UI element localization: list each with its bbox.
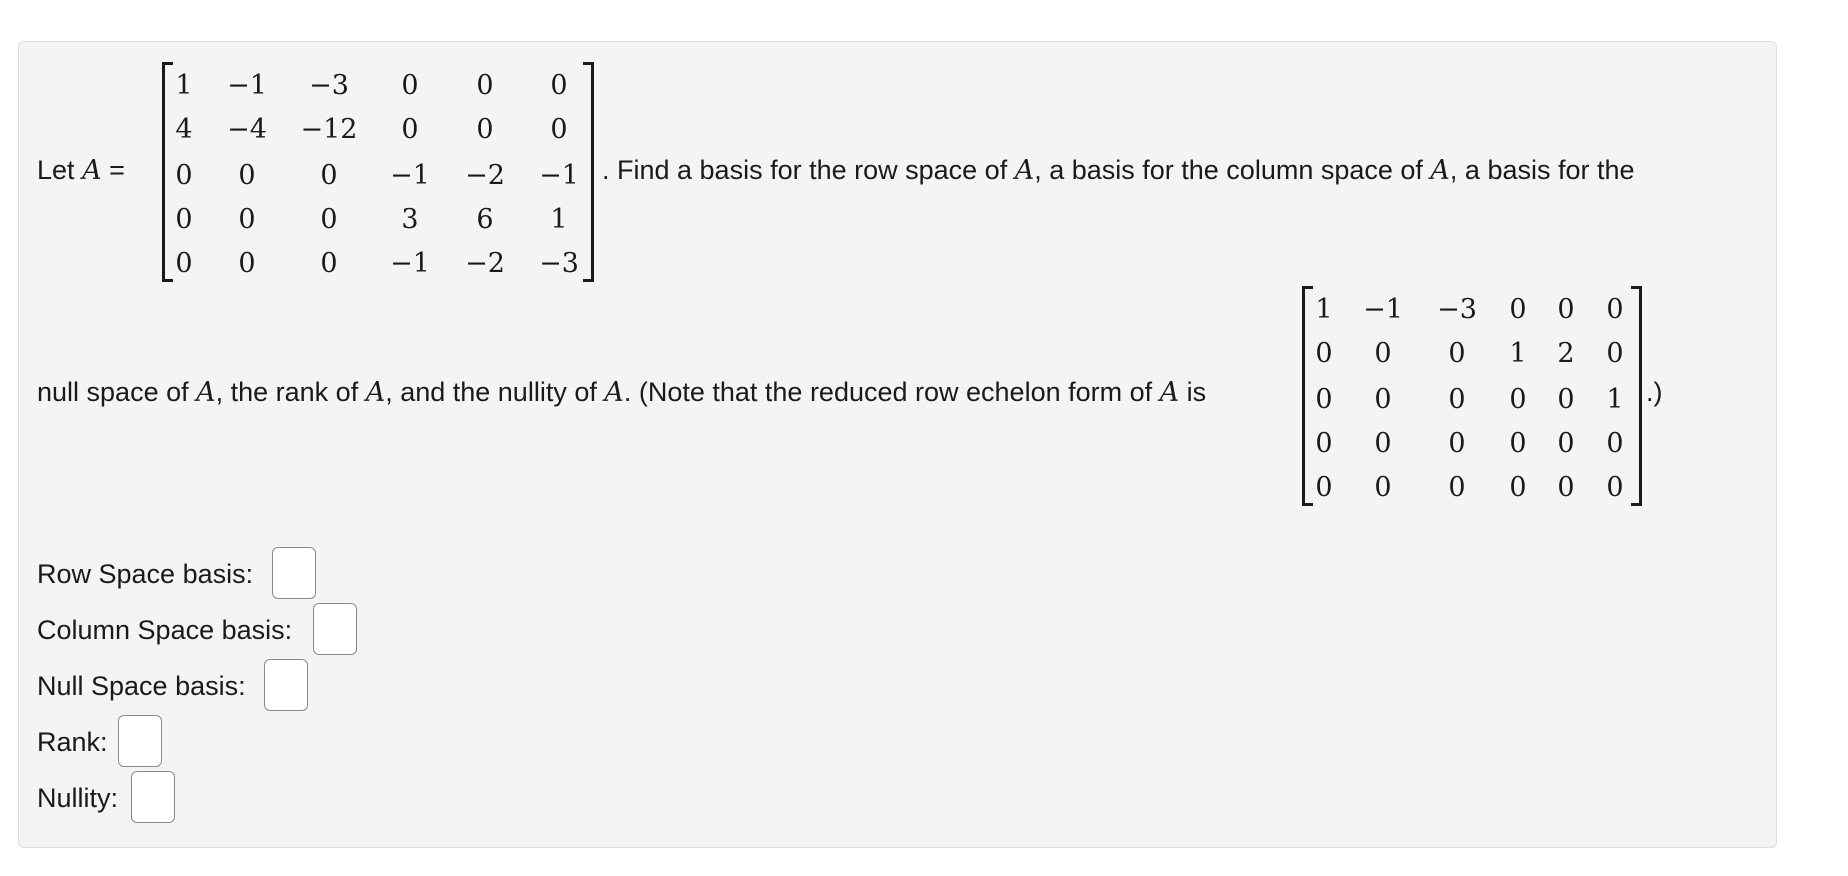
matrix-cell: −12 [300,114,358,145]
matrix-cell: 0 [238,160,256,191]
matrix-cell: 0 [1315,472,1333,503]
problem-intro [37,154,125,187]
matrix-cell: 0 [320,160,338,191]
matrix-cell: 0 [1315,384,1333,415]
rank-text: , the rank of [215,377,366,407]
equals-sign: = [109,155,125,185]
matrix-cell: −3 [539,248,579,279]
matrix-cell: −1 [539,160,579,191]
matrix-cell: 0 [1374,384,1392,415]
matrix-cell: −1 [227,70,267,101]
rref-note-text: . (Note that the reduced row echelon form of [623,377,1160,407]
matrix-cell: −1 [1363,294,1403,325]
nullity-input[interactable] [131,771,175,823]
matrix-cell: 0 [1374,428,1392,459]
matrix-cell: 0 [238,248,256,279]
column-space-label: Column Space basis: [37,615,293,645]
var-a: A [82,155,102,186]
matrix-cell: 2 [1557,338,1575,369]
row-space-label: Row Space basis: [37,559,254,589]
var-a: A [1014,155,1035,186]
matrix-cell: −3 [1437,294,1477,325]
let-text: Let [37,155,75,185]
matrix-cell: 0 [401,114,419,145]
matrix-a [162,62,594,282]
var-a: A [1430,155,1450,186]
matrix-cell: 0 [1606,338,1624,369]
matrix-rref-cells [1302,286,1642,506]
rank-input[interactable] [118,715,162,767]
matrix-rref [1302,286,1642,506]
basis-for-the-text: , a basis for the [1449,155,1635,185]
matrix-cell: −2 [465,160,505,191]
matrix-cell: 0 [1315,428,1333,459]
matrix-cell: 0 [1509,294,1527,325]
matrix-cell: 6 [476,204,494,235]
null-space-input[interactable] [264,659,308,711]
rank-label: Rank: [37,727,108,757]
matrix-cell: 0 [1509,472,1527,503]
matrix-cell: 0 [476,70,494,101]
null-space-label: Null Space basis: [37,671,246,701]
matrix-cell: 0 [1374,472,1392,503]
matrix-cell: 0 [1448,472,1466,503]
matrix-cell: 0 [1557,472,1575,503]
matrix-a-cells [162,62,594,282]
matrix-cell: 4 [175,114,193,145]
matrix-cell: 0 [1606,472,1624,503]
var-a: A [604,377,624,408]
nullity-text: , and the nullity of [385,377,605,407]
matrix-cell: 1 [1509,338,1527,369]
row-space-input[interactable] [272,547,316,599]
matrix-cell: 0 [550,70,568,101]
matrix-cell: 0 [1448,384,1466,415]
matrix-cell: 0 [1448,338,1466,369]
matrix-cell: −3 [309,70,349,101]
matrix-cell: 0 [476,114,494,145]
matrix-cell: 0 [1448,428,1466,459]
problem-text-line1 [602,154,1635,187]
matrix-cell: 0 [238,204,256,235]
matrix-cell: 0 [1557,428,1575,459]
closing-text: .) [1646,377,1663,407]
matrix-cell: −4 [227,114,267,145]
nullity-label: Nullity: [37,783,119,813]
matrix-cell: 0 [1606,428,1624,459]
matrix-cell: 0 [320,248,338,279]
matrix-cell: −1 [390,160,430,191]
var-a: A [1159,377,1180,408]
matrix-cell: −1 [390,248,430,279]
matrix-cell: 1 [175,70,193,101]
matrix-cell: 0 [1557,294,1575,325]
matrix-cell: 0 [1374,338,1392,369]
matrix-cell: 0 [1315,338,1333,369]
null-space-text: null space of [37,377,197,407]
var-a: A [196,377,216,408]
matrix-cell: 0 [1606,294,1624,325]
var-a: A [365,377,386,408]
matrix-cell: 0 [175,160,193,191]
matrix-cell: 1 [1606,384,1624,415]
matrix-cell: 0 [320,204,338,235]
matrix-cell: 0 [550,114,568,145]
matrix-cell: 0 [1509,428,1527,459]
matrix-cell: 1 [1315,294,1333,325]
matrix-cell: 1 [550,204,568,235]
problem-text-line2 [37,376,1206,409]
matrix-cell: 0 [175,204,193,235]
matrix-cell: −2 [465,248,505,279]
find-basis-text: . Find a basis for the row space of [602,155,1015,185]
matrix-cell: 0 [1557,384,1575,415]
column-space-input[interactable] [313,603,357,655]
column-space-text: , a basis for the column space of [1034,155,1431,185]
matrix-cell: 0 [175,248,193,279]
matrix-cell: 3 [401,204,419,235]
is-text: is [1179,377,1207,407]
matrix-cell: 0 [1509,384,1527,415]
matrix-cell: 0 [401,70,419,101]
